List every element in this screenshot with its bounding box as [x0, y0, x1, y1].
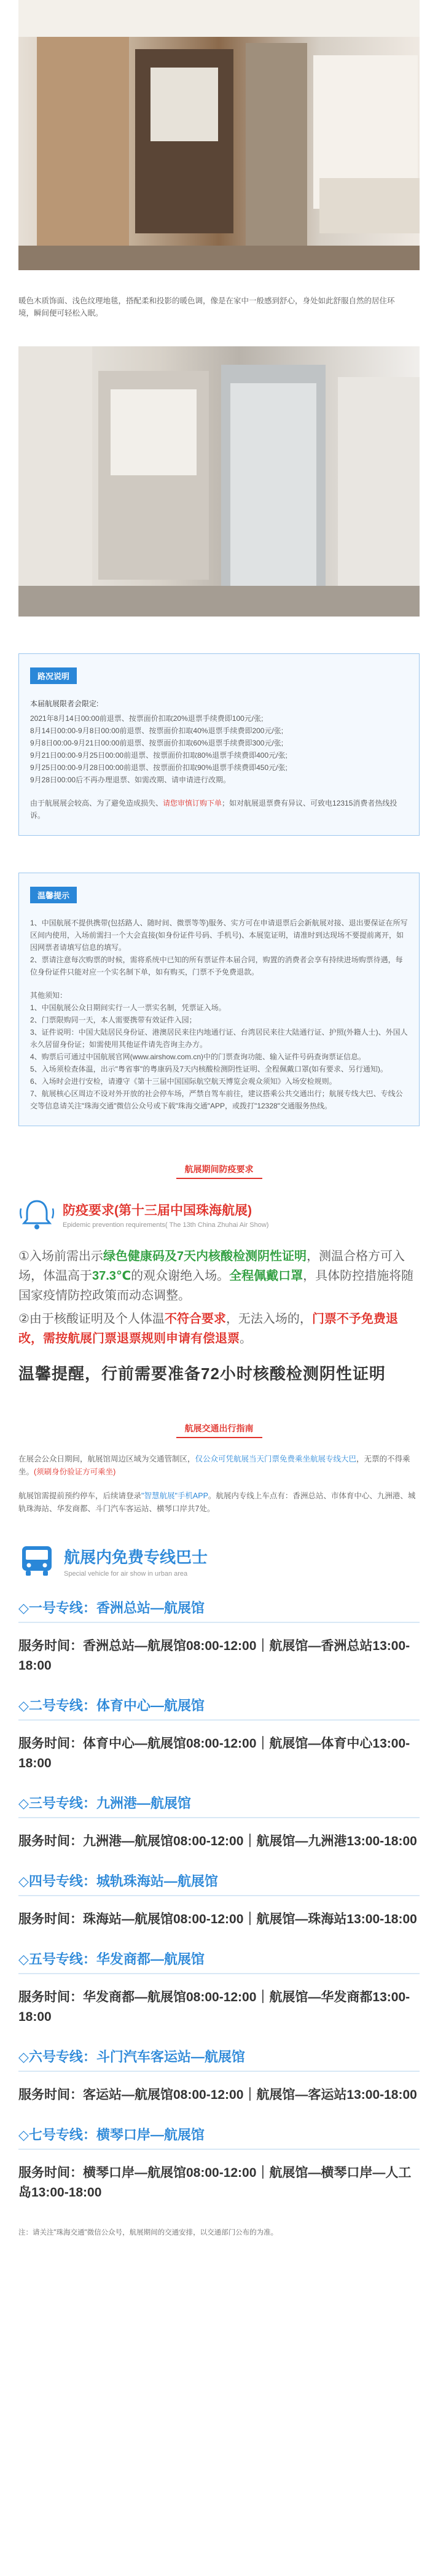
refund-footer: 由于航展展会较高、为了避免造成损失、请您审慎订购下单；如对航展退票费有异议、可致电12315消费者热线投诉。: [30, 799, 397, 820]
bus-route-name: ◇三号专线：九洲港—航展馆: [18, 1791, 420, 1818]
footer-note: 注：请关注"珠海交通"微信公众号，航展期间的交通安排，以交通部门公布的为准。: [18, 2229, 278, 2236]
epidemic-title-en: Epidemic prevention requirements( The 13th China Zhuhai Air Show): [63, 1221, 269, 1229]
warm-tip: 6、入场时会进行安检，请遵守《第十三届中国国际航空航天博览会观众须知》入场安检规则。: [30, 1077, 337, 1086]
warm-tip: 4、购票后可通过中国航展官网(www.airshow.com.cn)中的门票查询功能、输入证件号码查询票证信息。: [30, 1053, 366, 1061]
bus-icon: [18, 1544, 55, 1578]
bus-route: [18, 2122, 420, 2203]
traffic-guide-paragraph-2: 航展馆需提前预约停车，后续请登录"智慧航展"手机APP。航展内专线上车点有：香洲总站、市体育中心、九洲港、城轨珠海站、华发商都、斗门汽车客运站、横琴口岸共7处。: [18, 1492, 416, 1513]
epidemic-header: [18, 1196, 420, 1233]
refund-notice-box: [18, 653, 420, 836]
bus-route: [18, 1693, 420, 1773]
bus-route: [18, 1947, 420, 2027]
bus-route-name: ◇四号专线：城轨珠海站—航展馆: [18, 1869, 420, 1896]
epidemic-title: 防疫要求(第十三届中国珠海航展): [63, 1204, 252, 1218]
warm-tip: 7、航展核心区周边不设对外开放的社会停车场，严禁自驾车前往，建议搭乘公共交通出行；航展专线大巴、专线公交等信息请关注"珠海交通"微信公众号或下载"珠海交通"APP，或拨打"12328"交通服务热线。: [30, 1089, 403, 1110]
warm-tip: 其他须知：: [30, 991, 68, 1000]
warm-tip: 1、中国航展公众日期间实行一人一票实名制，凭票证入场。: [30, 1003, 226, 1012]
refund-rule: 9月28日00:00后不再办理退票、如需改期、请申请进行改期。: [30, 776, 231, 784]
bus-route-time: 服务时间：九洲港—航展馆08:00-12:00｜航展馆—九洲港13:00-18:00: [18, 1834, 417, 1848]
photo-caption: 暖色木质饰面、浅色纹理地毯，搭配柔和投影的暖色调，像是在家中一般感到舒心，身处如此舒服自然的居住环境，瞬间便可轻松入眠。: [18, 297, 395, 317]
warm-tips-box: [18, 873, 420, 1126]
bus-route-name: ◇七号专线：横琴口岸—航展馆: [18, 2122, 420, 2150]
warm-tip: 3、证件说明：中国大陆居民身份证、港澳居民来往内地通行证、台湾居民来往大陆通行证、护照(外籍人士)、外国人永久居留身份证；如需使用其他证件请先咨询主办方。: [30, 1028, 408, 1049]
warm-tip: 5、入场须检查体温，出示"粤省事"的粤康码及7天内核酸检测阴性证明、全程佩戴口罩(如有要求、另行通知)。: [30, 1065, 388, 1073]
warm-tips-tag: 温馨提示: [30, 887, 77, 903]
traffic-guide-paragraph-1: 在展会公众日期间，航展馆周边区域为交通管制区，仅公众可凭航展当天门票免费乘坐航展专线大巴，无票的不得乘坐。(须刷身份验证方可乘坐): [18, 1455, 410, 1476]
bus-title-en: Special vehicle for air show in urban area: [64, 1570, 188, 1578]
bell-icon: [18, 1196, 55, 1233]
refund-rule: 9月21日00:00-9月25日00:00前退票、按票面价扣取80%退票手续费即400元/张;: [30, 751, 287, 760]
bus-route-time: 服务时间：香洲总站—航展馆08:00-12:00｜航展馆—香洲总站13:00-18:00: [18, 1639, 410, 1673]
refund-rule: 2021年8月14日00:00前退票、按票面价扣取20%退票手续费即100元/张;: [30, 714, 264, 723]
warm-tip: 1、中国航展不提供携带(包括路人、随时间、微票等等)服务、实方可在申请退票后会新航展对接、退出要保证在所写区间内使用，入场前需扫一个大会直接(如身份证件号码、手机号)、本展览证明，请准时到达现场不要提前离开，如因网票者请填写信息的填写。: [30, 919, 408, 952]
refund-notice-tag: 路况说明: [30, 667, 77, 684]
epidemic-warning: 温馨提醒，行前需要准备72小时核酸检测阴性证明: [18, 1364, 386, 1383]
bus-route: [18, 1595, 420, 1676]
bus-route-name: ◇六号专线：斗门汽车客运站—航展馆: [18, 2044, 420, 2072]
bus-route: [18, 2044, 420, 2105]
warm-tip: 2、门票限购同一天，本人需要携带有效证件入园；: [30, 1016, 197, 1024]
epidemic-rule-1: ①入场前需出示绿色健康码及7天内核酸检测阴性证明，测温合格方可入场，体温高于37.3℃的观众谢绝入场。全程佩戴口罩，具体防控措施将随国家疫情防控政策而动态调整。: [18, 1250, 414, 1302]
epidemic-section-title: 航展期间防疫要求: [18, 1161, 420, 1179]
refund-notice-lead: 本届航展限者会限定:: [30, 699, 99, 708]
bus-route-name: ◇二号专线：体育中心—航展馆: [18, 1693, 420, 1721]
hotel-bathroom-photo: [18, 346, 420, 617]
refund-rule: 8月14日00:00-9月8日00:00前退票、按票面价扣取40%退票手续费即200元/张;: [30, 726, 284, 735]
bus-route: [18, 1791, 420, 1851]
bus-route-time: 服务时间：珠海站—航展馆08:00-12:00｜航展馆—珠海站13:00-18:00: [18, 1912, 417, 1926]
refund-rule: 9月25日00:00-9月28日00:00前退票、按票面价扣取90%退票手续费即450元/张;: [30, 763, 287, 772]
bus-route-name: ◇一号专线：香洲总站—航展馆: [18, 1595, 420, 1623]
bus-route-time: 服务时间：横琴口岸—航展馆08:00-12:00｜航展馆—横琴口岸—人工岛13:00-18:00: [18, 2166, 412, 2200]
epidemic-rule-2: ②由于核酸证明及个人体温不符合要求，无法入场的，门票不予免费退改，需按航展门票退票规则申请有偿退票。: [18, 1312, 398, 1345]
bus-title: 航展内免费专线巴士: [64, 1547, 208, 1566]
bus-route-time: 服务时间：华发商都—航展馆08:00-12:00｜航展馆—华发商都13:00-18:00: [18, 1990, 410, 2024]
smart-airshow-app-link[interactable]: "智慧航展"手机APP: [141, 1492, 208, 1500]
refund-rule: 9月8日00:00-9月21日00:00前退票、按票面价扣取60%退票手续费即300元/张;: [30, 739, 284, 747]
traffic-section-title: 航展交通出行指南: [18, 1420, 420, 1438]
bus-route-time: 服务时间：客运站—航展馆08:00-12:00｜航展馆—客运站13:00-18:00: [18, 2088, 417, 2102]
warm-tip: 2、票请注意每次购票的时候，需将系统中已知的所有票证件本届合同，购置的消费者会享有持续进场购票待遇，每位身份证件只能对应一个实名制下单，如有购买，门票不予免费退款。: [30, 955, 403, 976]
bus-header: [18, 1544, 420, 1578]
bus-route-name: ◇五号专线：华发商都—航展馆: [18, 1947, 420, 1974]
hotel-room-photo: [18, 0, 420, 270]
bus-route-time: 服务时间：体育中心—航展馆08:00-12:00｜航展馆—体育中心13:00-18:00: [18, 1737, 410, 1770]
bus-route: [18, 1869, 420, 1929]
